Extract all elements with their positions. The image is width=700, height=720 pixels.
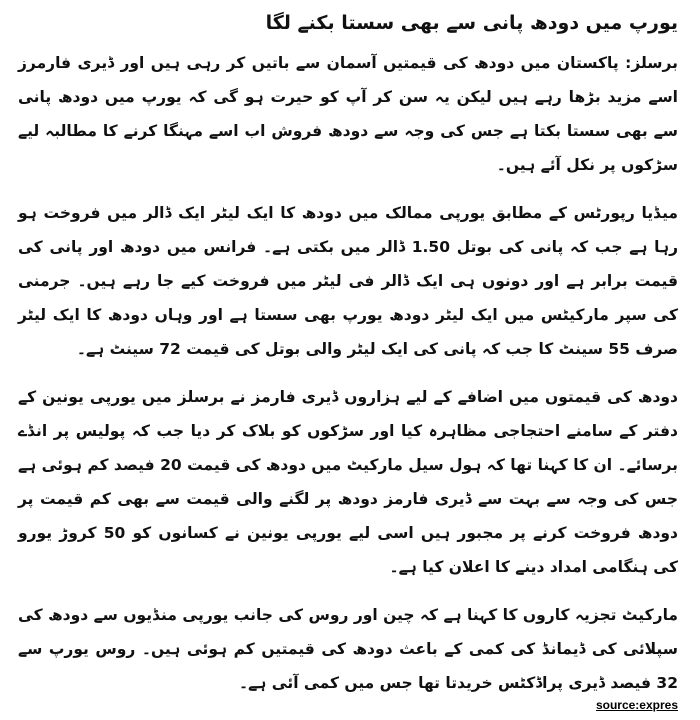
- article-paragraph: مارکیٹ تجزیہ کاروں کا کہنا ہے کہ چین اور روس کی جانب یورپی منڈیوں سے دودھ کی سپلائی کی ڈیمانڈ کی کمی کے باعث دودھ کی قیمتیں کم ہوئی ہیں۔ روس یورپ سے 32 فیصد ڈیری پراڈکٹس خریدتا تھا جس میں کمی آئی ہے۔: [18, 606, 678, 692]
- source-credit: source:expres: [595, 698, 678, 712]
- article-paragraph: دودھ کی قیمتوں میں اضافے کے لیے ہزاروں ڈیری فارمز نے برسلز میں یورپی یونین کے دفتر کے سامنے احتجاجی مظاہرہ کیا اور سڑکوں کو بلاک کر دیا جب کہ پولیس پر انڈے برسائے۔ ان کا کہنا تھا کہ ہول سیل مارکیٹ میں دودھ کی قیمت 20 فیصد کم ہوئی ہے جس کی وجہ سے بہت سے ڈیری فارمز دودھ پر لگنے والی قیمت سے بھی کم قیمت پر دودھ فروخت کرنے پر مجبور ہیں اسی لیے یورپی یونین نے کسانوں کو 50 کروڑ یورو کی ہنگامی امداد دینے کا اعلان کیا ہے۔: [18, 388, 678, 576]
- article: [18, 8, 678, 714]
- article-paragraph: میڈیا رپورٹس کے مطابق یورپی ممالک میں دودھ کا ایک لیٹر ایک ڈالر میں فروخت ہو رہا ہے جب کہ پانی کی بوتل 1.50 ڈالر میں بکتی ہے۔ فرانس میں دودھ اور پانی کی قیمت برابر ہے اور دونوں ہی ایک ڈالر فی لیٹر میں فروخت کیے جا رہے ہیں۔ جرمنی کی سپر مارکیٹس میں ایک لیٹر دودھ یورپ بھی سستا ہے اور وہاں دودھ کا ایک لیٹر صرف 55 سینٹ کا جب کہ پانی کی ایک لیٹر والی بوتل کی قیمت 72 سینٹ ہے۔: [18, 204, 679, 358]
- article-headline: یورپ میں دودھ پانی سے بھی سستا بکنے لگا: [265, 12, 678, 34]
- article-paragraph: برسلز: پاکستان میں دودھ کی قیمتیں آسمان سے باتیں کر رہی ہیں اور ڈیری فارمرز اسے مزید بڑھا رہے ہیں لیکن یہ سن کر آپ کو حیرت ہو گی کہ یورپ میں دودھ پانی سے بھی سستا بکتا ہے جس کی وجہ سے دودھ فروش اب اسے مہنگا کرنے کا مطالبہ لیے سڑکوں پر نکل آئے ہیں۔: [18, 54, 678, 174]
